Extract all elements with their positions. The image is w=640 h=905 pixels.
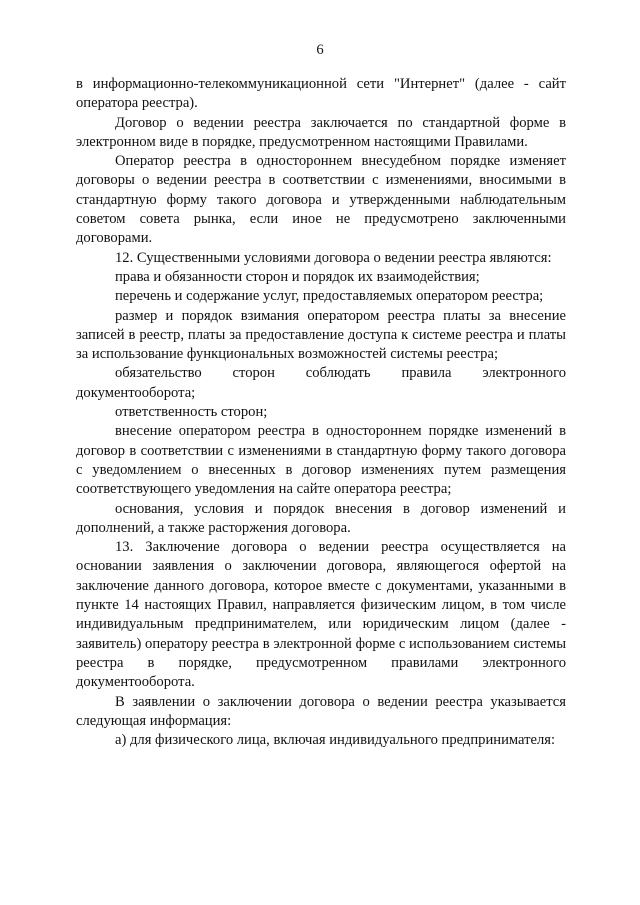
document-body bbox=[76, 75, 566, 750]
list-item-individual: а) для физического лица, включая индивидуального предпринимателя: bbox=[115, 732, 556, 749]
list-item-edo-obligation: обязательство сторон соблюдать правила электронного документооборота; bbox=[76, 365, 566, 401]
paragraph-clause-12: 12. Существенными условиями договора о ведении реестра являются: bbox=[115, 249, 552, 266]
paragraph-clause-13: 13. Заключение договора о ведении реестра осуществляется на основании заявления о заключении договора, являющегося офертой на заключение данного договора, которое вместе с документами, указанными в пункте 14 настоящих Правил, направляется физическим лицом, в том числе индивидуальным предпринимателем, или юридическим лицом (далее - заявитель) оператору реестра в электронной форме с использованием системы реестра в порядке, предусмотренном правилами электронного документооборота. bbox=[76, 539, 566, 691]
paragraph-unilateral-changes: Оператор реестра в одностороннем внесудебном порядке изменяет договоры о ведении реестра в соответствии с изменениями, вносимыми в стандартную форму такого договора и утвержденными наблюдательным советом совета рынка, если иное не предусмотрено заключенными договорами. bbox=[76, 153, 566, 247]
list-item-rights: права и обязанности сторон и порядок их взаимодействия; bbox=[115, 268, 480, 285]
paragraph-contract-form: Договор о ведении реестра заключается по стандартной форме в электронном виде в порядке, предусмотренном настоящими Правилами. bbox=[76, 114, 566, 150]
list-item-fees: размер и порядок взимания оператором реестра платы за внесение записей в реестр, платы за предоставление доступа к системе реестра и платы за использование функциональных возможностей системы реестра; bbox=[76, 307, 566, 363]
paragraph-continuation: в информационно-телекоммуникационной сети "Интернет" (далее - сайт оператора реестра). bbox=[76, 76, 566, 112]
list-item-termination: основания, условия и порядок внесения в договор изменений и дополнений, а также расторжения договора. bbox=[76, 500, 566, 536]
page-number: 6 bbox=[316, 42, 324, 58]
list-item-liability: ответственность сторон; bbox=[115, 404, 268, 421]
list-item-amendments-notice: внесение оператором реестра в одностороннем порядке изменений в договор в соответствии с изменениями в стандартную форму такого договора с уведомлением о внесенных в договор изменениях путем размещения соответствующего уведомления на сайте оператора реестра; bbox=[76, 423, 566, 498]
list-item-services: перечень и содержание услуг, предоставляемых оператором реестра; bbox=[115, 288, 544, 305]
paragraph-application-info: В заявлении о заключении договора о ведении реестра указывается следующая информация: bbox=[76, 693, 566, 729]
